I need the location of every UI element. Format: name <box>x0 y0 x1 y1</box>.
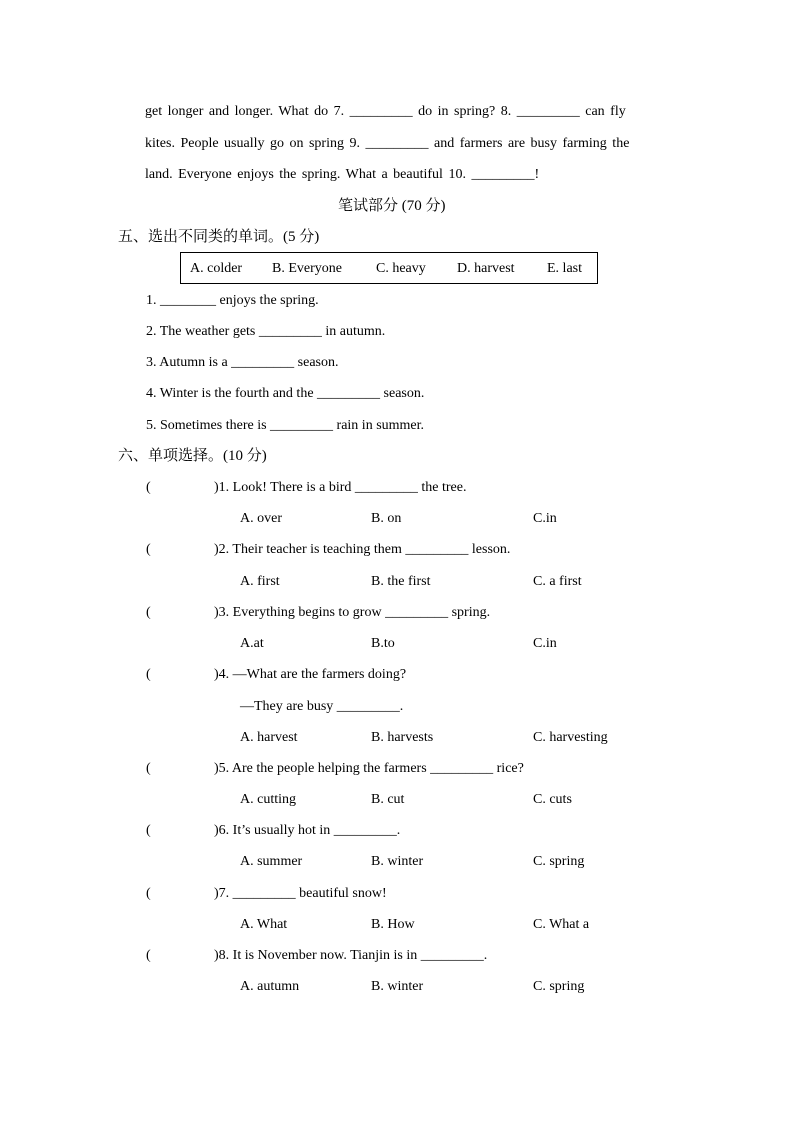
question-7-option-c: C. What a <box>533 917 590 932</box>
question-2-stem: )2. Their teacher is teaching them _________ lesson. <box>214 542 511 557</box>
word-option-a: A. colder <box>190 261 243 276</box>
question-8-stem: )8. It is November now. Tianjin is in _________. <box>214 948 488 963</box>
question-3-option-b: B.to <box>371 636 395 651</box>
fill-sentence-4: 4. Winter is the fourth and the _________ season. <box>146 386 425 401</box>
question-5-option-a: A. cutting <box>240 792 296 807</box>
word-option-e: E. last <box>547 261 582 276</box>
word-box <box>180 252 598 284</box>
fill-sentence-1: 1. ________ enjoys the spring. <box>146 293 319 308</box>
question-5-stem: )5. Are the people helping the farmers _________ rice? <box>214 761 524 776</box>
word-option-b: B. Everyone <box>272 261 342 276</box>
question-1-option-a: A. over <box>240 511 282 526</box>
question-3-stem: )3. Everything begins to grow _________ spring. <box>214 605 491 620</box>
passage-line-3: land. Everyone enjoys the spring. What a beautiful 10. _________! <box>145 167 540 182</box>
question-4-option-c: C. harvesting <box>533 730 608 745</box>
answer-paren-open: ( <box>146 823 151 838</box>
word-option-d: D. harvest <box>457 261 515 276</box>
written-part-heading: 笔试部分 (70 分) <box>338 198 446 214</box>
question-2-option-b: B. the first <box>371 574 431 589</box>
question-6-option-a: A. summer <box>240 854 303 869</box>
question-6-option-c: C. spring <box>533 854 585 869</box>
question-1-option-c: C.in <box>533 511 557 526</box>
question-3-option-a: A.at <box>240 636 264 651</box>
word-option-c: C. heavy <box>376 261 426 276</box>
question-4-stem-line-2: —They are busy _________. <box>240 699 404 714</box>
answer-paren-open: ( <box>146 605 151 620</box>
question-8-option-c: C. spring <box>533 979 585 994</box>
question-4-option-a: A. harvest <box>240 730 298 745</box>
answer-paren-open: ( <box>146 948 151 963</box>
question-1-option-b: B. on <box>371 511 402 526</box>
question-1-stem: )1. Look! There is a bird _________ the tree. <box>214 480 467 495</box>
answer-paren-open: ( <box>146 667 151 682</box>
section6-title: 六、单项选择。(10 分) <box>118 448 267 464</box>
answer-paren-open: ( <box>146 480 151 495</box>
fill-sentence-2: 2. The weather gets _________ in autumn. <box>146 324 386 339</box>
question-8-option-b: B. winter <box>371 979 424 994</box>
question-6-option-b: B. winter <box>371 854 424 869</box>
answer-paren-open: ( <box>146 542 151 557</box>
passage-line-1: get longer and longer. What do 7. _________ do in spring? 8. _________ can fly <box>145 104 626 119</box>
question-4-stem: )4. —What are the farmers doing? <box>214 667 407 682</box>
passage-line-2: kites. People usually go on spring 9. _________ and farmers are busy farming the <box>145 136 630 151</box>
fill-sentence-5: 5. Sometimes there is _________ rain in summer. <box>146 418 425 433</box>
fill-sentence-3: 3. Autumn is a _________ season. <box>146 355 339 370</box>
answer-paren-open: ( <box>146 886 151 901</box>
question-2-option-a: A. first <box>240 574 280 589</box>
section5-title: 五、选出不同类的单词。(5 分) <box>118 229 320 245</box>
question-7-stem: )7. _________ beautiful snow! <box>214 886 387 901</box>
question-4-option-b: B. harvests <box>371 730 434 745</box>
answer-paren-open: ( <box>146 761 151 776</box>
question-5-option-b: B. cut <box>371 792 405 807</box>
question-7-option-b: B. How <box>371 917 415 932</box>
question-3-option-c: C.in <box>533 636 557 651</box>
question-6-stem: )6. It’s usually hot in _________. <box>214 823 401 838</box>
question-5-option-c: C. cuts <box>533 792 572 807</box>
question-8-option-a: A. autumn <box>240 979 300 994</box>
question-7-option-a: A. What <box>240 917 288 932</box>
question-2-option-c: C. a first <box>533 574 582 589</box>
